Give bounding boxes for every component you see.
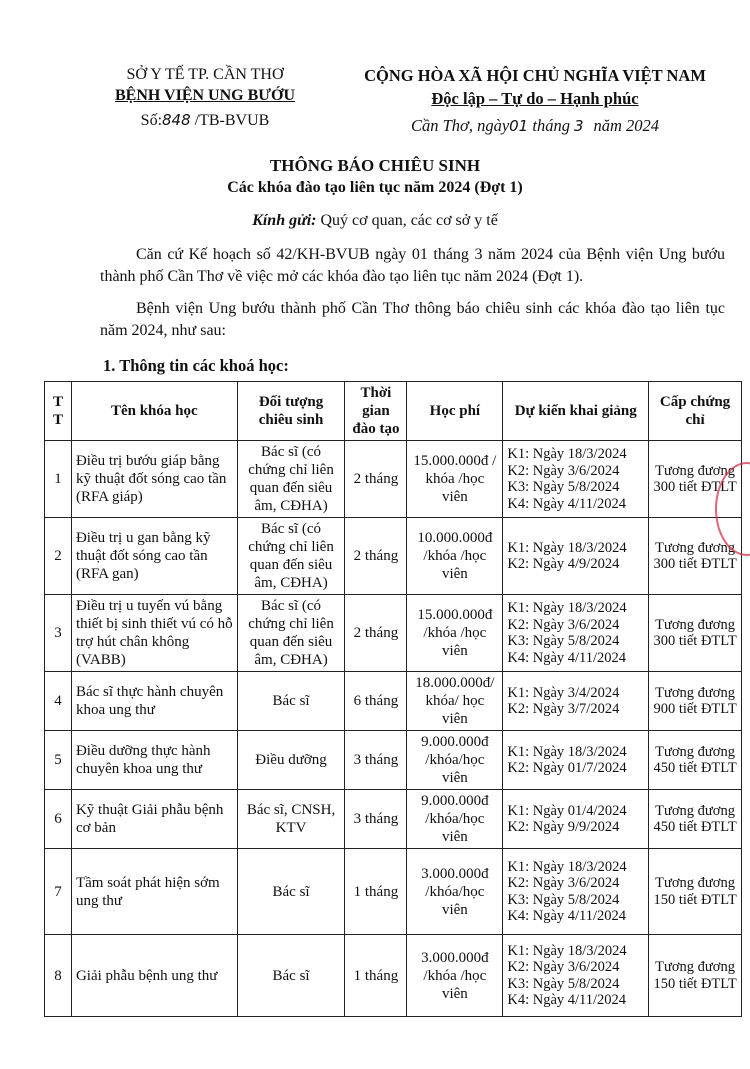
course-fee: 3.000.000đ /khóa/học viên [407,849,503,935]
course-certificate: Tương đương 300 tiết ĐTLT [649,595,742,672]
table-row [45,935,742,1017]
document-subtitle: Các khóa đào tạo liên tục năm 2024 (Đợt 1) [227,179,523,196]
course-schedule: K1: Ngày 18/3/2024 K2: Ngày 3/6/2024 K3: Ngày 5/8/2024 K4: Ngày 4/11/2024 [503,849,649,935]
row-number: 6 [45,790,72,849]
table-row [45,441,742,518]
course-target: Điều dưỡng [237,731,345,790]
course-duration: 1 tháng [345,935,407,1017]
course-target: Bác sĩ (có chứng chỉ liên quan đến siêu âm, CĐHA) [237,518,345,595]
issuer-block [90,64,320,131]
course-duration: 1 tháng [345,849,407,935]
course-name: Điều trị u tuyến vú bằng thiết bị sinh thiết vú có hỗ trợ hút chân không (VABB) [71,595,237,672]
table-header-row [45,382,742,441]
handwritten-month: 3 [573,117,584,135]
course-duration: 2 tháng [345,518,407,595]
document-title: THÔNG BÁO CHIÊU SINH [269,156,481,175]
course-certificate: Tương đương 900 tiết ĐTLT [649,672,742,731]
document-title-block [0,155,750,199]
paragraph-announcement: Bệnh viện Ung bướu thành phố Cần Thơ thông báo chiêu sinh các khóa đào tạo liên tục năm 2024, như sau: [100,300,725,339]
course-certificate: Tương đương 150 tiết ĐTLT [649,935,742,1017]
country-name: CỘNG HÒA XÃ HỘI CHỦ NGHĨA VIỆT NAM [364,66,706,85]
course-name: Điều trị u gan bằng kỹ thuật đốt sóng cao tần (RFA gan) [71,518,237,595]
agency-name: SỞ Y TẾ TP. CẦN THƠ [126,66,284,83]
course-duration: 3 tháng [345,790,407,849]
row-number: 7 [45,849,72,935]
paragraph-basis: Căn cứ Kế hoạch số 42/KH-BVUB ngày 01 tháng 3 năm 2024 của Bệnh viện Ung bướu thành phố Cần Thơ về việc mở các khóa đào tạo liên tục năm 2024 (Đợt 1). [100,246,725,285]
course-duration: 2 tháng [345,595,407,672]
course-name: Kỹ thuật Giải phẫu bệnh cơ bản [71,790,237,849]
course-certificate: Tương đương 150 tiết ĐTLT [649,849,742,935]
course-schedule: K1: Ngày 18/3/2024 K2: Ngày 3/6/2024 K3: Ngày 5/8/2024 K4: Ngày 4/11/2024 [503,595,649,672]
course-certificate: Tương đương 450 tiết ĐTLT [649,790,742,849]
table-row [45,849,742,935]
course-fee: 15.000.000đ / khóa /học viên [407,441,503,518]
course-name: Điều dưỡng thực hành chuyên khoa ung thư [71,731,237,790]
course-target: Bác sĩ (có chứng chỉ liên quan đến siêu âm, CĐHA) [237,595,345,672]
header-course-name: Tên khóa học [71,382,237,441]
header-schedule: Dự kiến khai giảng [503,382,649,441]
row-number: 4 [45,672,72,731]
row-number: 2 [45,518,72,595]
course-fee: 15.000.000đ /khóa /học viên [407,595,503,672]
document-number: Số:848 /TB-BVUB [140,111,270,129]
row-number: 3 [45,595,72,672]
course-schedule: K1: Ngày 01/4/2024 K2: Ngày 9/9/2024 [503,790,649,849]
recipient-line: Kính gửi: Quý cơ quan, các cơ sở y tế [252,212,498,229]
table-row [45,595,742,672]
header-duration: Thời gian đào tạo [345,382,407,441]
header-fee: Học phí [407,382,503,441]
course-target: Bác sĩ [237,935,345,1017]
row-number: 5 [45,731,72,790]
course-target: Bác sĩ, CNSH, KTV [237,790,345,849]
course-fee: 18.000.000đ/ khóa/ học viên [407,672,503,731]
course-target: Bác sĩ (có chứng chỉ liên quan đến siêu âm, CĐHA) [237,441,345,518]
course-schedule: K1: Ngày 18/3/2024 K2: Ngày 3/6/2024 K3: Ngày 5/8/2024 K4: Ngày 4/11/2024 [503,441,649,518]
header-target: Đối tượng chiêu sinh [237,382,345,441]
hospital-name: BỆNH VIỆN UNG BƯỚU [114,87,296,104]
course-certificate: Tương đương 300 tiết ĐTLT [649,518,742,595]
handwritten-day: 01 [509,117,529,135]
table-row [45,731,742,790]
course-schedule: K1: Ngày 18/3/2024 K2: Ngày 01/7/2024 [503,731,649,790]
table-row [45,518,742,595]
course-fee: 9.000.000đ /khóa/học viên [407,731,503,790]
course-duration: 2 tháng [345,441,407,518]
course-certificate: Tương đương 450 tiết ĐTLT [649,731,742,790]
header-certificate: Cấp chứng chỉ [649,382,742,441]
course-duration: 6 tháng [345,672,407,731]
row-number: 1 [45,441,72,518]
course-target: Bác sĩ [237,849,345,935]
table-row [45,672,742,731]
national-motto: Độc lập – Tự do – Hạnh phúc [431,89,639,108]
section-heading: 1. Thông tin các khoá học: [103,356,289,375]
course-schedule: K1: Ngày 18/3/2024 K2: Ngày 3/6/2024 K3: Ngày 5/8/2024 K4: Ngày 4/11/2024 [503,935,649,1017]
course-duration: 3 tháng [345,731,407,790]
course-table [44,381,742,1017]
header-tt: T T [45,382,72,441]
handwritten-number: 848 [162,111,191,129]
course-certificate: Tương đương 300 tiết ĐTLT [649,441,742,518]
course-schedule: K1: Ngày 3/4/2024 K2: Ngày 3/7/2024 [503,672,649,731]
course-schedule: K1: Ngày 18/3/2024 K2: Ngày 4/9/2024 [503,518,649,595]
course-name: Điều trị bướu giáp bằng kỹ thuật đốt sóng cao tần (RFA giáp) [71,441,237,518]
national-header [345,64,725,138]
course-name: Giải phẫu bệnh ung thư [71,935,237,1017]
place-date: Cần Thơ, ngày01 tháng 3 năm 2024 [410,116,660,135]
course-fee: 3.000.000đ /khóa /học viên [407,935,503,1017]
course-name: Bác sĩ thực hành chuyên khoa ung thư [71,672,237,731]
table-row [45,790,742,849]
course-fee: 9.000.000đ /khóa/học viên [407,790,503,849]
row-number: 8 [45,935,72,1017]
course-target: Bác sĩ [237,672,345,731]
course-name: Tầm soát phát hiện sớm ung thư [71,849,237,935]
course-fee: 10.000.000đ /khóa /học viên [407,518,503,595]
